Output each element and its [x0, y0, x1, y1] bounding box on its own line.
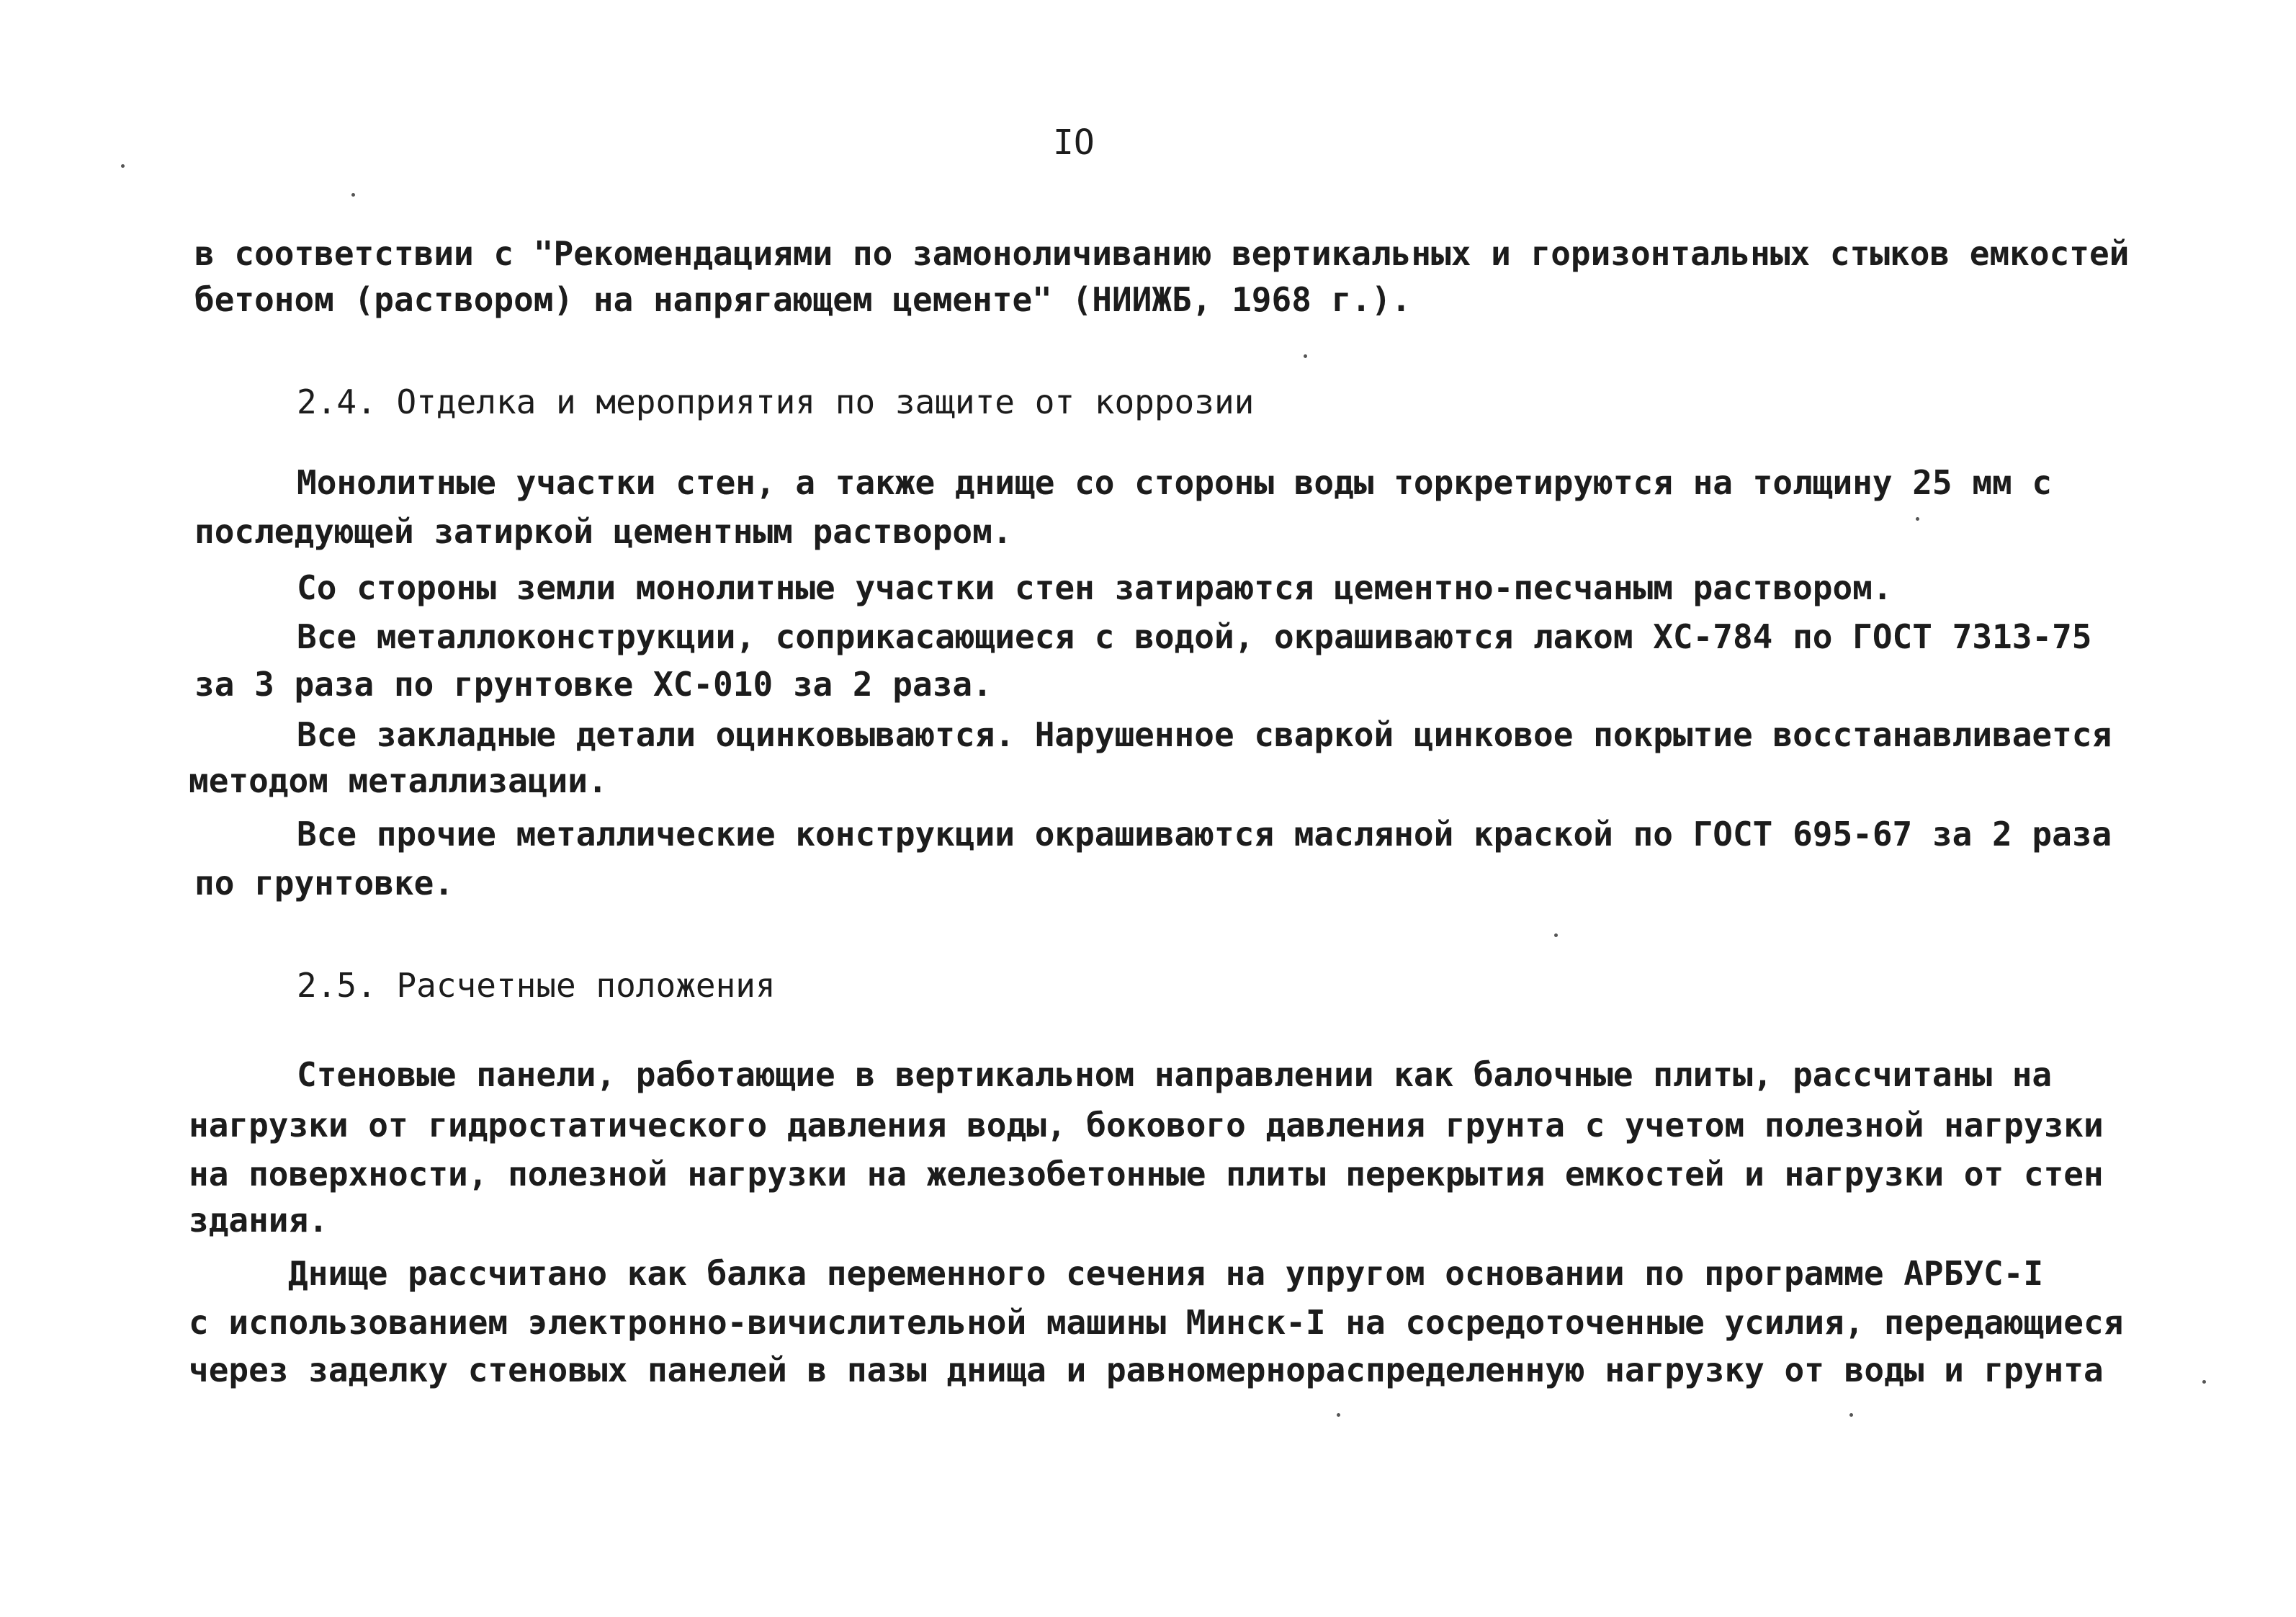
s24-p3-line-1: Все металлоконструкции, соприкасающиеся с водой, окрашиваются лаком ХС-784 по ГОСТ 7313-75 [297, 617, 2092, 656]
section-2-5-heading: 2.5. Расчетные положения [297, 966, 776, 1005]
scan-speck [1554, 933, 1558, 937]
s24-p1-line-2: последующей затиркой цементным раствором. [194, 512, 1013, 551]
s25-p1-line-3: на поверхности, полезной нагрузки на железобетонные плиты перекрытия емкостей и нагрузки от стен [189, 1155, 2104, 1193]
s24-p4-line-1: Все закладные детали оцинковываются. Нарушенное сваркой цинковое покрытие восстанавливается [297, 715, 2112, 754]
s25-p2-line-1: Днище рассчитано как балка переменного сечения на упругом основании по программе АРБУС-I [288, 1254, 2044, 1293]
page-number: IO [1053, 122, 1095, 163]
scan-speck [1916, 517, 1919, 521]
section-2-4-heading: 2.4. Отделка и мероприятия по защите от коррозии [297, 382, 1255, 421]
scan-speck [1337, 1413, 1340, 1417]
scan-speck [351, 193, 355, 197]
intro-line-1: в соответствии с "Рекомендациями по замоноличиванию вертикальных и горизонтальных стыков емкостей [194, 234, 2130, 273]
s24-p5-line-1: Все прочие металлические конструкции окрашиваются масляной краской по ГОСТ 695-67 за 2 раза [297, 815, 2112, 854]
scan-speck [1304, 354, 1307, 358]
s25-p1-line-2: нагрузки от гидростатического давления воды, бокового давления грунта с учетом полезной нагрузки [189, 1106, 2104, 1145]
s24-p4-line-2: методом металлизации. [189, 761, 608, 800]
intro-line-2: бетоном (раствором) на напрягающем цементе" (НИИЖБ, 1968 г.). [194, 280, 1412, 319]
s25-p2-line-3: через заделку стеновых панелей в пазы днища и равномернораспределенную нагрузку от воды и грунта [189, 1351, 2104, 1389]
s24-p5-line-2: по грунтовке. [194, 864, 454, 902]
s25-p2-line-2: с использованием электронно-вичислительной машины Минск-I на сосредоточенные усилия, передающиеся [189, 1303, 2124, 1342]
s25-p1-line-4: здания. [189, 1201, 328, 1240]
scan-speck [1849, 1413, 1853, 1417]
s25-p1-line-1: Стеновые панели, работающие в вертикальном направлении как балочные плиты, рассчитаны на [297, 1055, 2053, 1094]
scan-speck [121, 164, 125, 168]
scan-speck [2202, 1380, 2206, 1384]
s24-p1-line-1: Монолитные участки стен, а также днище со стороны воды торкретируются на толщину 25 мм с [297, 463, 2053, 502]
s24-p2-line-1: Со стороны земли монолитные участки стен затираются цементно-песчаным раствором. [297, 568, 1893, 607]
s24-p3-line-2: за 3 раза по грунтовке ХС-010 за 2 раза. [194, 665, 992, 704]
